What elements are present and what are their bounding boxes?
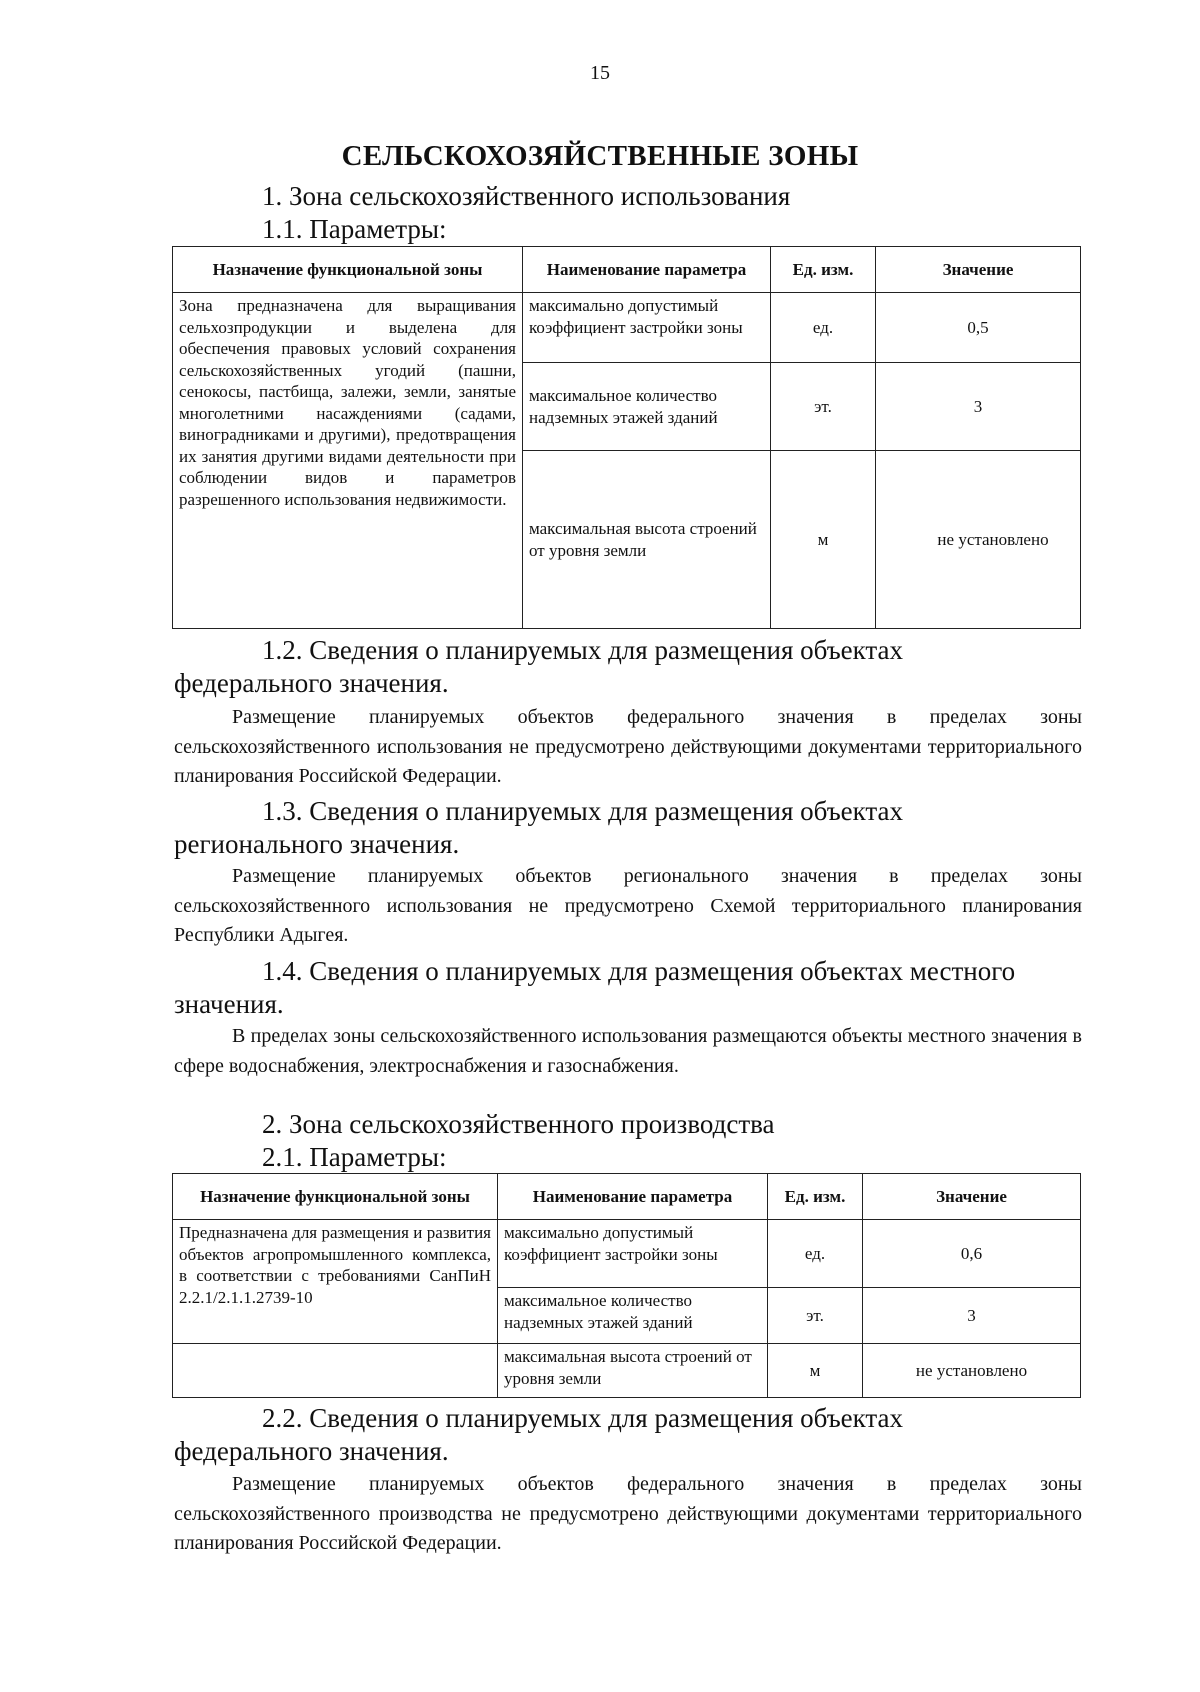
section-2-2-text: Размещение планируемых объектов федерального значения в пределах зоны сельскохозяйственного производства не предусмотрено действующими документами территориального планирования Российской Федерации.: [174, 1473, 1082, 1554]
param-value-cell: 0,6: [863, 1220, 1081, 1288]
param-value-cell: 3: [876, 363, 1081, 451]
zone1-params-heading: 1.1. Параметры:: [262, 214, 447, 244]
zone2-params-heading: 2.1. Параметры:: [262, 1142, 447, 1172]
param-name-cell: максимальное количество надземных этажей зданий: [498, 1288, 768, 1344]
zone-purpose-cell: Предназначена для размещения и развития объектов агропромышленного комплекса, в соответствии с требованиями СанПиН 2.2.1/2.1.1.2739-10: [173, 1220, 498, 1344]
table-header: Назначение функциональной зоны: [173, 1174, 498, 1220]
section-2-2-heading-cont: федерального значения.: [174, 1436, 449, 1466]
section-2-2-paragraph: [174, 1470, 1082, 1559]
page-title: СЕЛЬСКОХОЗЯЙСТВЕННЫЕ ЗОНЫ: [341, 140, 859, 172]
table-header: Наименование параметра: [523, 247, 771, 293]
param-unit-cell: м: [768, 1344, 863, 1398]
table-header: Значение: [876, 247, 1081, 293]
section-1-3-heading: 1.3. Сведения о планируемых для размещения объектах: [262, 796, 904, 826]
section-1-2-heading-cont: федерального значения.: [174, 668, 449, 698]
section-1-2-text: Размещение планируемых объектов федерального значения в пределах зоны сельскохозяйственного использования не предусмотрено действующими документами территориального планирования Российской Федерации.: [174, 706, 1082, 787]
zone1-heading: 1. Зона сельскохозяйственного использования: [262, 181, 791, 211]
param-value-cell: 3: [863, 1288, 1081, 1344]
section-1-2-paragraph: [174, 703, 1082, 792]
section-2-2-heading: 2.2. Сведения о планируемых для размещения объектах: [262, 1403, 904, 1433]
param-name-cell: максимально допустимый коэффициент застройки зоны: [523, 293, 771, 363]
section-1-3-paragraph: [174, 862, 1082, 951]
table-header: Назначение функциональной зоны: [173, 247, 523, 293]
empty-cell: [173, 1344, 498, 1398]
param-value-cell: не установлено: [863, 1344, 1081, 1398]
section-1-4-heading-cont: значения.: [174, 989, 284, 1019]
param-name-cell: максимально допустимый коэффициент застройки зоны: [498, 1220, 768, 1288]
section-1-2-heading: 1.2. Сведения о планируемых для размещения объектах: [262, 635, 904, 665]
param-name-cell: максимальная высота строений от уровня земли: [523, 451, 771, 629]
param-unit-cell: ед.: [768, 1220, 863, 1288]
table-header: Значение: [863, 1174, 1081, 1220]
zone2-params-table: [172, 1173, 1081, 1398]
param-unit-cell: ед.: [771, 293, 876, 363]
section-1-3-heading-cont: регионального значения.: [174, 829, 460, 859]
zone-purpose-cell: Зона предназначена для выращивания сельхозпродукции и выделена для обеспечения правовых условий сохранения сельскохозяйственных угодий (пашни, сенокосы, пастбища, залежи, земли, занятые многолетними насаждениями (садами, виноградниками и другими), предотвращения их занятия другими видами деятельности при соблюдении видов и параметров разрешенного использования недвижимости.: [173, 293, 523, 629]
param-unit-cell: эт.: [768, 1288, 863, 1344]
table-header: Ед. изм.: [768, 1174, 863, 1220]
param-name-cell: максимальное количество надземных этажей зданий: [523, 363, 771, 451]
table-header: Ед. изм.: [771, 247, 876, 293]
param-unit-cell: м: [771, 451, 876, 629]
param-value-cell: 0,5: [876, 293, 1081, 363]
section-1-3-text: Размещение планируемых объектов регионального значения в пределах зоны сельскохозяйственного использования не предусмотрено Схемой территориального планирования Республики Адыгея.: [174, 865, 1082, 946]
param-unit-cell: эт.: [771, 363, 876, 451]
table-header: Наименование параметра: [498, 1174, 768, 1220]
param-name-cell: максимальная высота строений от уровня земли: [498, 1344, 768, 1398]
param-value-cell: не установлено: [876, 451, 1081, 629]
page-number: 15: [590, 62, 610, 84]
zone2-heading: 2. Зона сельскохозяйственного производства: [262, 1109, 775, 1139]
section-1-4-heading: 1.4. Сведения о планируемых для размещения объектах местного: [262, 956, 1016, 986]
section-1-4-paragraph: [174, 1022, 1082, 1081]
zone1-params-table: [172, 246, 1081, 629]
section-1-4-text: В пределах зоны сельскохозяйственного использования размещаются объекты местного значения в сфере водоснабжения, электроснабжения и газоснабжения.: [174, 1025, 1082, 1077]
